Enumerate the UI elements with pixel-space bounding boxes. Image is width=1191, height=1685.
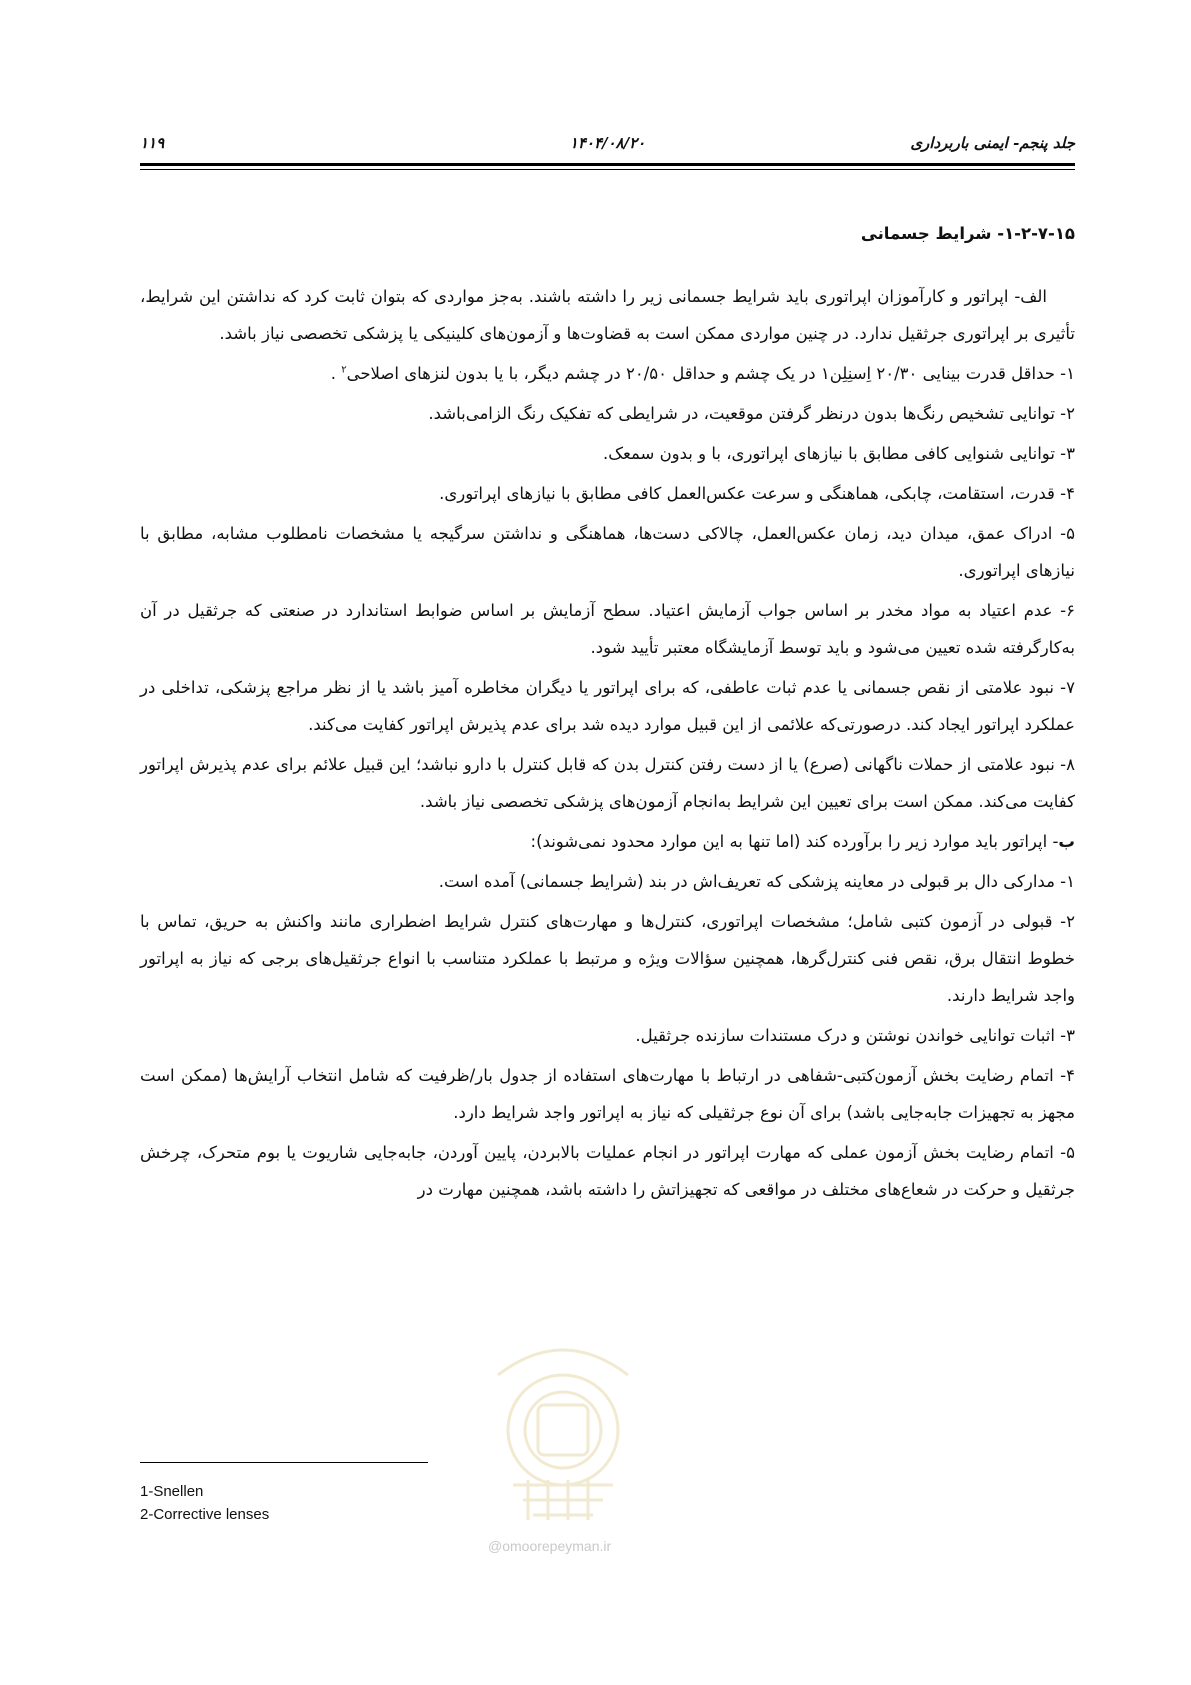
list-item-a1-end: . — [330, 364, 342, 383]
paragraph-b-letter: ب — [1058, 832, 1075, 851]
page-header — [140, 130, 1075, 160]
list-item-a8: ۸- نبود علامتی از حملات ناگهانی (صرع) یا از دست رفتن کنترل بدن که قابل کنترل با دارو نباشد؛ این قبیل علائم برای عدم پذیرش اپراتور کفایت می‌کند. ممکن است برای تعیین این شرایط به‌انجام آزمون‌های پزشکی تخصصی نیاز باشد. — [140, 755, 1075, 811]
footnote-2: 2-Corrective lenses — [140, 1506, 270, 1523]
list-item-b4: ۴- اتمام رضایت بخش آزمون‌کتبی-شفاهی در ارتباط با مهارت‌های استفاده از جدول بار/ظرفیت که شامل انتخاب آرایش‌ها (ممکن است مجهز به تجهیزات جابه‌جایی باشد) برای آن نوع جرثقیلی که نیاز به اپراتور واجد شرایط دارد. — [140, 1066, 1075, 1122]
watermark-text: @omoorepeyman.ir — [488, 1538, 612, 1554]
list-item-a7: ۷- نبود علامتی از نقص جسمانی یا عدم ثبات عاطفی، که برای اپراتور یا دیگران مخاطره آمیز باشد یا از نظر مراجع پزشکی، تداخلی در عملکرد اپراتور ایجاد کند. درصورتی‌که علائمی از این قبیل موارد دیده شد برای عدم پذیرش اپراتور کفایت می‌کند. — [140, 678, 1075, 734]
list-item-a1 — [140, 355, 1075, 392]
main-content — [140, 215, 1075, 1211]
footnote-1: 1-Snellen — [140, 1483, 204, 1500]
list-item-a2: ۲- توانایی تشخیص رنگ‌ها بدون درنظر گرفتن موقعیت، در شرایطی که تفکیک رنگ الزامی‌باشد. — [428, 404, 1075, 423]
page-number: ۱۱۹ — [140, 134, 165, 152]
footnotes — [140, 1480, 640, 1526]
section-heading: ۱-۲-۷-۱۵- شرایط جسمانی — [860, 224, 1075, 243]
list-item-a5: ۵- ادراک عمق، میدان دید، زمان عکس‌العمل، چالاکی دست‌ها، هماهنگی و نداشتن سرگیجه یا مشخصات نامطلوب مشابه، مطابق با نیازهای اپراتوری. — [140, 524, 1075, 580]
header-title: جلد پنجم- ایمنی باربرداری — [910, 134, 1075, 152]
list-item-b1: ۱- مدارکی دال بر قبولی در معاینه پزشکی که تعریف‌اش در بند (شرایط جسمانی) آمده است. — [438, 872, 1075, 891]
list-item-b2: ۲- قبولی در آزمون کتبی شامل؛ مشخصات اپراتوری، کنترل‌ها و مهارت‌های کنترل شرایط اضطراری مانند واکنش به حریق، تماس با خطوط انتقال برق، نقص فنی کنترل‌گرها، همچنین سؤالات ویژه و مرتبط با عملکرد متناسب با انواع جرثقیل‌های برجی که نیاز به اپراتور واجد شرایط دارند. — [140, 912, 1075, 1005]
list-item-b5: ۵- اتمام رضایت بخش آزمون عملی که مهارت اپراتور در انجام عملیات بالابردن، پایین آوردن، جابه‌جایی شاریوت یا بوم متحرک، چرخش جرثقیل و حرکت در شعاع‌های مختلف در مواقعی که تجهیزاتش را داشته باشد، همچنین مهارت در — [140, 1143, 1075, 1199]
list-item-b3: ۳- اثبات توانایی خواندن نوشتن و درک مستندات سازنده جرثقیل. — [635, 1026, 1075, 1045]
header-rule-thin — [140, 169, 1075, 170]
header-rule-thick — [140, 163, 1075, 166]
list-item-a3: ۳- توانایی شنوایی کافی مطابق با نیازهای اپراتوری، با و بدون سمعک. — [602, 444, 1075, 463]
paragraph-b — [140, 823, 1075, 860]
list-item-a1-text: ۱- حداقل قدرت بینایی ۲۰/۳۰ اِسنِلِن۱ در یک چشم و حداقل ۲۰/۵۰ در چشم دیگر، با یا بدون لنزهای اصلاحی — [346, 364, 1075, 383]
list-item-a4: ۴- قدرت، استقامت، چابکی، هماهنگی و سرعت عکس‌العمل کافی مطابق با نیازهای اپراتوری. — [439, 484, 1075, 503]
paragraph-b-text: - اپراتور باید موارد زیر را برآورده کند (اما تنها به این موارد محدود نمی‌شوند): — [530, 832, 1059, 851]
paragraph-intro: الف- اپراتور و کارآموزان اپراتوری باید شرایط جسمانی زیر را داشته باشند. به‌جز مواردی که بتوان ثابت کرد که نداشتن این شرایط، تأثیری بر اپراتوری جرثقیل ندارد. در چنین مواردی ممکن است به قضاوت‌ها و آزمون‌های کلینیکی یا پزشکی تخصصی نیاز باشد. — [140, 287, 1075, 343]
footnote-ref-2: ۲ — [341, 364, 347, 376]
list-item-a6: ۶- عدم اعتیاد به مواد مخدر بر اساس جواب آزمایش اعتیاد. سطح آزمایش بر اساس ضوابط استاندارد در صنعتی که جرثقیل در آن به‌کارگرفته شده تعیین می‌شود و باید توسط آزمایشگاه معتبر تأیید شود. — [140, 601, 1075, 657]
footnote-rule — [140, 1462, 428, 1463]
header-date: ۱۴۰۴/۰۸/۲۰ — [569, 134, 646, 152]
